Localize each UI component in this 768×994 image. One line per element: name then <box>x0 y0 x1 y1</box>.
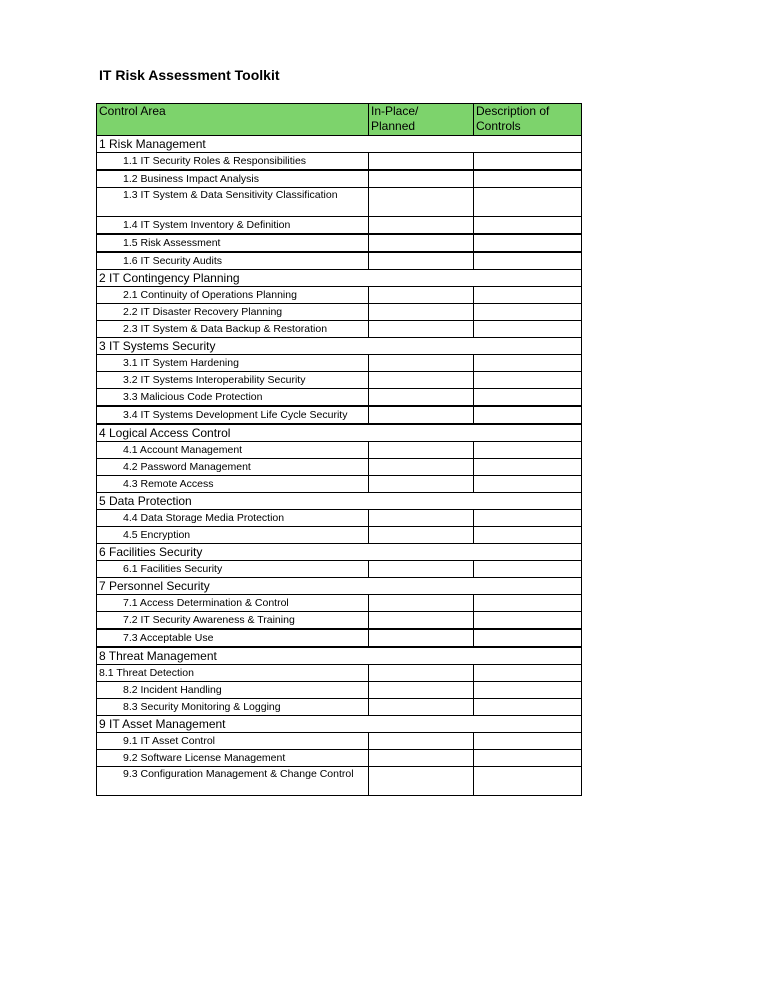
in-place-planned-cell[interactable] <box>369 217 474 235</box>
in-place-planned-cell[interactable] <box>369 476 474 493</box>
in-place-planned-cell[interactable] <box>369 355 474 372</box>
control-item-label: 9.2 Software License Management <box>97 750 369 767</box>
header-description-line1: Description of <box>476 104 550 118</box>
in-place-planned-cell[interactable] <box>369 612 474 630</box>
section-description-cell[interactable] <box>474 578 582 595</box>
in-place-planned-cell[interactable] <box>369 234 474 252</box>
in-place-planned-cell[interactable] <box>369 188 474 217</box>
description-of-controls-cell[interactable] <box>474 595 582 612</box>
section-label: 6 Facilities Security <box>97 544 369 561</box>
in-place-planned-cell[interactable] <box>369 287 474 304</box>
table-row <box>97 406 582 424</box>
section-in-place-cell[interactable] <box>369 716 474 733</box>
section-row <box>97 136 582 153</box>
in-place-planned-cell[interactable] <box>369 595 474 612</box>
risk-assessment-table <box>96 103 582 796</box>
description-of-controls-cell[interactable] <box>474 733 582 750</box>
table-row <box>97 665 582 682</box>
section-row <box>97 493 582 510</box>
header-control-area: Control Area <box>97 104 369 136</box>
table-row <box>97 372 582 389</box>
table-row <box>97 527 582 544</box>
control-item-label: 1.5 Risk Assessment <box>97 234 369 252</box>
section-label: 2 IT Contingency Planning <box>97 270 369 287</box>
control-item-label: 4.4 Data Storage Media Protection <box>97 510 369 527</box>
in-place-planned-cell[interactable] <box>369 750 474 767</box>
control-item-label: 3.2 IT Systems Interoperability Security <box>97 372 369 389</box>
description-of-controls-cell[interactable] <box>474 510 582 527</box>
table-row <box>97 188 582 217</box>
control-item-label: 2.1 Continuity of Operations Planning <box>97 287 369 304</box>
section-label: 4 Logical Access Control <box>97 424 369 442</box>
control-item-label: 4.3 Remote Access <box>97 476 369 493</box>
control-item-label: 3.3 Malicious Code Protection <box>97 389 369 407</box>
section-row <box>97 270 582 287</box>
table-row <box>97 750 582 767</box>
table-row <box>97 170 582 188</box>
section-in-place-cell[interactable] <box>369 647 474 665</box>
section-label: 7 Personnel Security <box>97 578 369 595</box>
description-of-controls-cell[interactable] <box>474 527 582 544</box>
section-in-place-cell[interactable] <box>369 270 474 287</box>
table-row <box>97 510 582 527</box>
section-description-cell[interactable] <box>474 493 582 510</box>
section-label: 5 Data Protection <box>97 493 369 510</box>
section-row <box>97 544 582 561</box>
table-body <box>97 136 582 796</box>
section-description-cell[interactable] <box>474 338 582 355</box>
description-of-controls-cell[interactable] <box>474 682 582 699</box>
in-place-planned-cell[interactable] <box>369 321 474 338</box>
control-item-label: 8.3 Security Monitoring & Logging <box>97 699 369 716</box>
section-description-cell[interactable] <box>474 716 582 733</box>
in-place-planned-cell[interactable] <box>369 682 474 699</box>
table-row <box>97 459 582 476</box>
description-of-controls-cell[interactable] <box>474 699 582 716</box>
header-description-line2: Controls <box>476 119 521 133</box>
section-in-place-cell[interactable] <box>369 424 474 442</box>
description-of-controls-cell[interactable] <box>474 665 582 682</box>
table-row <box>97 321 582 338</box>
table-row <box>97 153 582 171</box>
control-item-label: 1.3 IT System & Data Sensitivity Classification <box>97 188 369 217</box>
in-place-planned-cell[interactable] <box>369 665 474 682</box>
table-row <box>97 612 582 630</box>
table-row <box>97 733 582 750</box>
in-place-planned-cell[interactable] <box>369 699 474 716</box>
table-row <box>97 767 582 796</box>
table-row <box>97 629 582 647</box>
description-of-controls-cell[interactable] <box>474 442 582 459</box>
in-place-planned-cell[interactable] <box>369 252 474 270</box>
description-of-controls-cell[interactable] <box>474 287 582 304</box>
header-row <box>97 104 582 136</box>
control-item-label: 9.1 IT Asset Control <box>97 733 369 750</box>
section-in-place-cell[interactable] <box>369 136 474 153</box>
section-in-place-cell[interactable] <box>369 544 474 561</box>
in-place-planned-cell[interactable] <box>369 527 474 544</box>
in-place-planned-cell[interactable] <box>369 442 474 459</box>
control-item-label: 1.6 IT Security Audits <box>97 252 369 270</box>
in-place-planned-cell[interactable] <box>369 459 474 476</box>
section-description-cell[interactable] <box>474 544 582 561</box>
section-row <box>97 424 582 442</box>
in-place-planned-cell[interactable] <box>369 561 474 578</box>
control-item-label: 2.3 IT System & Data Backup & Restoration <box>97 321 369 338</box>
description-of-controls-cell[interactable] <box>474 252 582 270</box>
in-place-planned-cell[interactable] <box>369 304 474 321</box>
control-item-label: 7.3 Acceptable Use <box>97 629 369 647</box>
table-row <box>97 682 582 699</box>
control-item-label: 1.1 IT Security Roles & Responsibilities <box>97 153 369 171</box>
description-of-controls-cell[interactable] <box>474 321 582 338</box>
description-of-controls-cell[interactable] <box>474 170 582 188</box>
description-of-controls-cell[interactable] <box>474 153 582 171</box>
control-item-label: 3.1 IT System Hardening <box>97 355 369 372</box>
section-description-cell[interactable] <box>474 424 582 442</box>
table-row <box>97 287 582 304</box>
description-of-controls-cell[interactable] <box>474 188 582 217</box>
table-row <box>97 476 582 493</box>
description-of-controls-cell[interactable] <box>474 767 582 796</box>
header-description-of-controls <box>474 104 582 136</box>
description-of-controls-cell[interactable] <box>474 304 582 321</box>
control-item-label: 4.5 Encryption <box>97 527 369 544</box>
section-row <box>97 578 582 595</box>
description-of-controls-cell[interactable] <box>474 612 582 630</box>
section-in-place-cell[interactable] <box>369 578 474 595</box>
section-in-place-cell[interactable] <box>369 338 474 355</box>
table-row <box>97 699 582 716</box>
description-of-controls-cell[interactable] <box>474 217 582 235</box>
control-item-label: 8.1 Threat Detection <box>97 665 369 682</box>
in-place-planned-cell[interactable] <box>369 510 474 527</box>
description-of-controls-cell[interactable] <box>474 459 582 476</box>
section-label: 9 IT Asset Management <box>97 716 369 733</box>
table-row <box>97 234 582 252</box>
control-item-label: 8.2 Incident Handling <box>97 682 369 699</box>
in-place-planned-cell[interactable] <box>369 629 474 647</box>
section-description-cell[interactable] <box>474 647 582 665</box>
in-place-planned-cell[interactable] <box>369 372 474 389</box>
description-of-controls-cell[interactable] <box>474 355 582 372</box>
control-item-label: 9.3 Configuration Management & Change Control <box>97 767 369 796</box>
description-of-controls-cell[interactable] <box>474 389 582 407</box>
table-row <box>97 304 582 321</box>
description-of-controls-cell[interactable] <box>474 476 582 493</box>
document-title: IT Risk Assessment Toolkit <box>99 67 280 83</box>
section-label: 3 IT Systems Security <box>97 338 369 355</box>
table-row <box>97 442 582 459</box>
control-item-label: 4.2 Password Management <box>97 459 369 476</box>
section-row <box>97 647 582 665</box>
table-row <box>97 389 582 407</box>
header-in-place-planned <box>369 104 474 136</box>
table-row <box>97 252 582 270</box>
control-item-label: 6.1 Facilities Security <box>97 561 369 578</box>
table-row <box>97 355 582 372</box>
header-in-place-line1: In-Place/ <box>371 104 419 118</box>
control-item-label: 3.4 IT Systems Development Life Cycle Security <box>97 406 369 424</box>
description-of-controls-cell[interactable] <box>474 406 582 424</box>
control-item-label: 4.1 Account Management <box>97 442 369 459</box>
control-item-label: 2.2 IT Disaster Recovery Planning <box>97 304 369 321</box>
description-of-controls-cell[interactable] <box>474 561 582 578</box>
in-place-planned-cell[interactable] <box>369 733 474 750</box>
section-row <box>97 716 582 733</box>
control-item-label: 1.2 Business Impact Analysis <box>97 170 369 188</box>
section-row <box>97 338 582 355</box>
section-label: 8 Threat Management <box>97 647 369 665</box>
section-label: 1 Risk Management <box>97 136 369 153</box>
in-place-planned-cell[interactable] <box>369 767 474 796</box>
description-of-controls-cell[interactable] <box>474 629 582 647</box>
section-in-place-cell[interactable] <box>369 493 474 510</box>
section-description-cell[interactable] <box>474 136 582 153</box>
description-of-controls-cell[interactable] <box>474 750 582 767</box>
description-of-controls-cell[interactable] <box>474 372 582 389</box>
header-in-place-line2: Planned <box>371 119 416 133</box>
in-place-planned-cell[interactable] <box>369 170 474 188</box>
control-item-label: 1.4 IT System Inventory & Definition <box>97 217 369 235</box>
control-item-label: 7.2 IT Security Awareness & Training <box>97 612 369 630</box>
control-item-label: 7.1 Access Determination & Control <box>97 595 369 612</box>
in-place-planned-cell[interactable] <box>369 406 474 424</box>
in-place-planned-cell[interactable] <box>369 389 474 407</box>
section-description-cell[interactable] <box>474 270 582 287</box>
table-row <box>97 561 582 578</box>
table-row <box>97 595 582 612</box>
table-row <box>97 217 582 235</box>
in-place-planned-cell[interactable] <box>369 153 474 171</box>
description-of-controls-cell[interactable] <box>474 234 582 252</box>
